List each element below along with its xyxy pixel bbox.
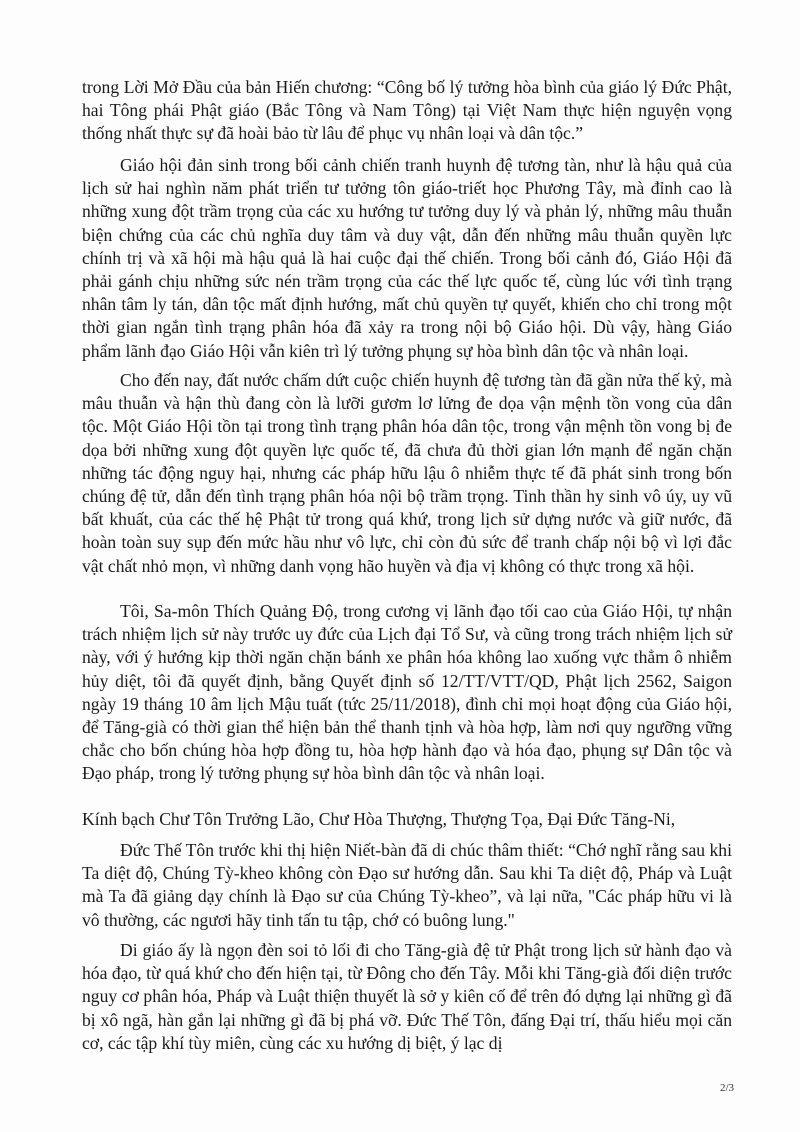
paragraph-salutation: Kính bạch Chư Tôn Trưởng Lão, Chư Hòa Thượng, Thượng Tọa, Đại Đức Tăng-Ni, — [82, 809, 676, 829]
paragraph-charter-preamble: trong Lời Mở Đầu của bản Hiến chương: “Công bố lý tưởng hòa bình của giáo lý Đức Phật, hai Tông phái Phật giáo (Bắc Tông và Nam Tông) tại Việt Nam thực hiện nguyện vọng thống nhất thực sự đã hoài bảo từ lâu để phục vụ nhân loại và dân tộc.” — [82, 77, 732, 144]
paragraph-teaching-lamp: Di giáo ấy là ngọn đèn soi tỏ lối đi cho Tăng-già đệ tử Phật trong lịch sử hành đạo và hóa đạo, từ quá khứ cho đến hiện tại, từ Đông cho đến Tây. Mỗi khi Tăng-già đối diện trước nguy cơ phân hóa, Pháp và Luật thiện thuyết là sở y kiên cố để trên đó dựng lại những gì đã bị xô ngã, hàn gắn lại những gì đã bị phá vỡ. Đức Thế Tôn, đấng Đại trí, thấu hiểu mọi căn cơ, các tập khí tùy miên, cùng các xu hướng dị biệt, ý lạc dị — [82, 940, 732, 1053]
paragraph-church-founding-context: Giáo hội đản sinh trong bối cảnh chiến tranh huynh đệ tương tàn, như là hậu quả của lịch sử hai nghìn năm phát triển tư tưởng tôn giáo-triết học Phương Tây, mà đỉnh cao là những xung đột trầm trọng của các xu hướng tư tưởng duy lý và phản lý, những mâu thuẫn biện chứng của các chủ nghĩa duy tâm và duy vật, dẫn đến những mâu thuẫn quyền lực chính trị và xã hội mà hậu quả là hai cuộc đại thế chiến. Trong bối cảnh đó, Giáo Hội đã phải gánh chịu những sức nén trầm trọng của các thế lực quốc tế, cùng lúc với tình trạng nhân tâm ly tán, dân tộc mất định hướng, mất chủ quyền tự quyết, khiến cho chỉ trong một thời gian ngắn tình trạng phân hóa đã xảy ra trong nội bộ Giáo hội. Dù vậy, hàng Giáo phẩm lãnh đạo Giáo Hội vẫn kiên trì lý tưởng phụng sự hòa bình dân tộc và nhân loại. — [82, 155, 732, 361]
page-number: 2/3 — [720, 1082, 735, 1094]
paragraph-buddha-testament: Đức Thế Tôn trước khi thị hiện Niết-bàn đã di chúc thâm thiết: “Chớ nghĩ rằng sau khi Ta diệt độ, Chúng Tỳ-kheo không còn Đạo sư hướng dẫn. Sau khi Ta diệt độ, Pháp và Luật mà Ta đã giảng dạy chính là Đạo sư của Chúng Tỳ-kheo”, và lại nữa, "Các pháp hữu vi là vô thường, các ngươi hãy tinh tấn tu tập, chớ có buông lung." — [82, 840, 732, 930]
paragraph-current-division: Cho đến nay, đất nước chấm dứt cuộc chiến huynh đệ tương tàn đã gần nửa thế kỷ, mà mâu thuẫn và hận thù đang còn là lưỡi gươm lơ lửng đe dọa vận mệnh tồn vong của dân tộc. Một Giáo Hội tồn tại trong tình trạng phân hóa dân tộc, trong vận mệnh tồn vong bị đe dọa bởi những xung đột quyền lực quốc tế, đã chưa đủ thời gian lớn mạnh để ngăn chặn những tác động nguy hại, nhưng các pháp hữu lậu ô nhiễm thực tế đã phát sinh trong bốn chúng đệ tử, dẫn đến tình trạng phân hóa nội bộ trầm trọng. Tinh thần hy sinh vô úy, uy vũ bất khuất, của các thế hệ Phật tử trong quá khứ, trong lịch sử dựng nước và giữ nước, đã hoàn toàn suy sụp đến mức hầu như vô lực, chỉ còn đủ sức để tranh chấp nội bộ vì lợi đắc vật chất nhỏ mọn, vì những danh vọng hão huyền và địa vị không có thực trong xã hội. — [82, 370, 732, 576]
paragraph-suspension-decision: Tôi, Sa-môn Thích Quảng Độ, trong cương vị lãnh đạo tối cao của Giáo Hội, tự nhận trách nhiệm lịch sử này trước uy đức của Lịch đại Tổ Sư, và cũng trong trách nhiệm lịch sử này, với ý hướng kịp thời ngăn chặn bánh xe phân hóa không lao xuống vực thẳm ô nhiễm hủy diệt, tôi đã quyết định, bằng Quyết định số 12/TT/VTT/QD, Phật lịch 2562, Saigon ngày 19 tháng 10 âm lịch Mậu tuất (tức 25/11/2018), đình chỉ mọi hoạt động của Giáo hội, để Tăng-già có thời gian thể hiện bản thể thanh tịnh và hòa hợp, làm nơi quy ngưỡng vững chắc cho bốn chúng hòa hợp đồng tu, hòa hợp hành đạo và hóa đạo, phụng sự Dân tộc và Đạo pháp, trong lý tưởng phụng sự hòa bình dân tộc và nhân loại. — [82, 601, 732, 784]
